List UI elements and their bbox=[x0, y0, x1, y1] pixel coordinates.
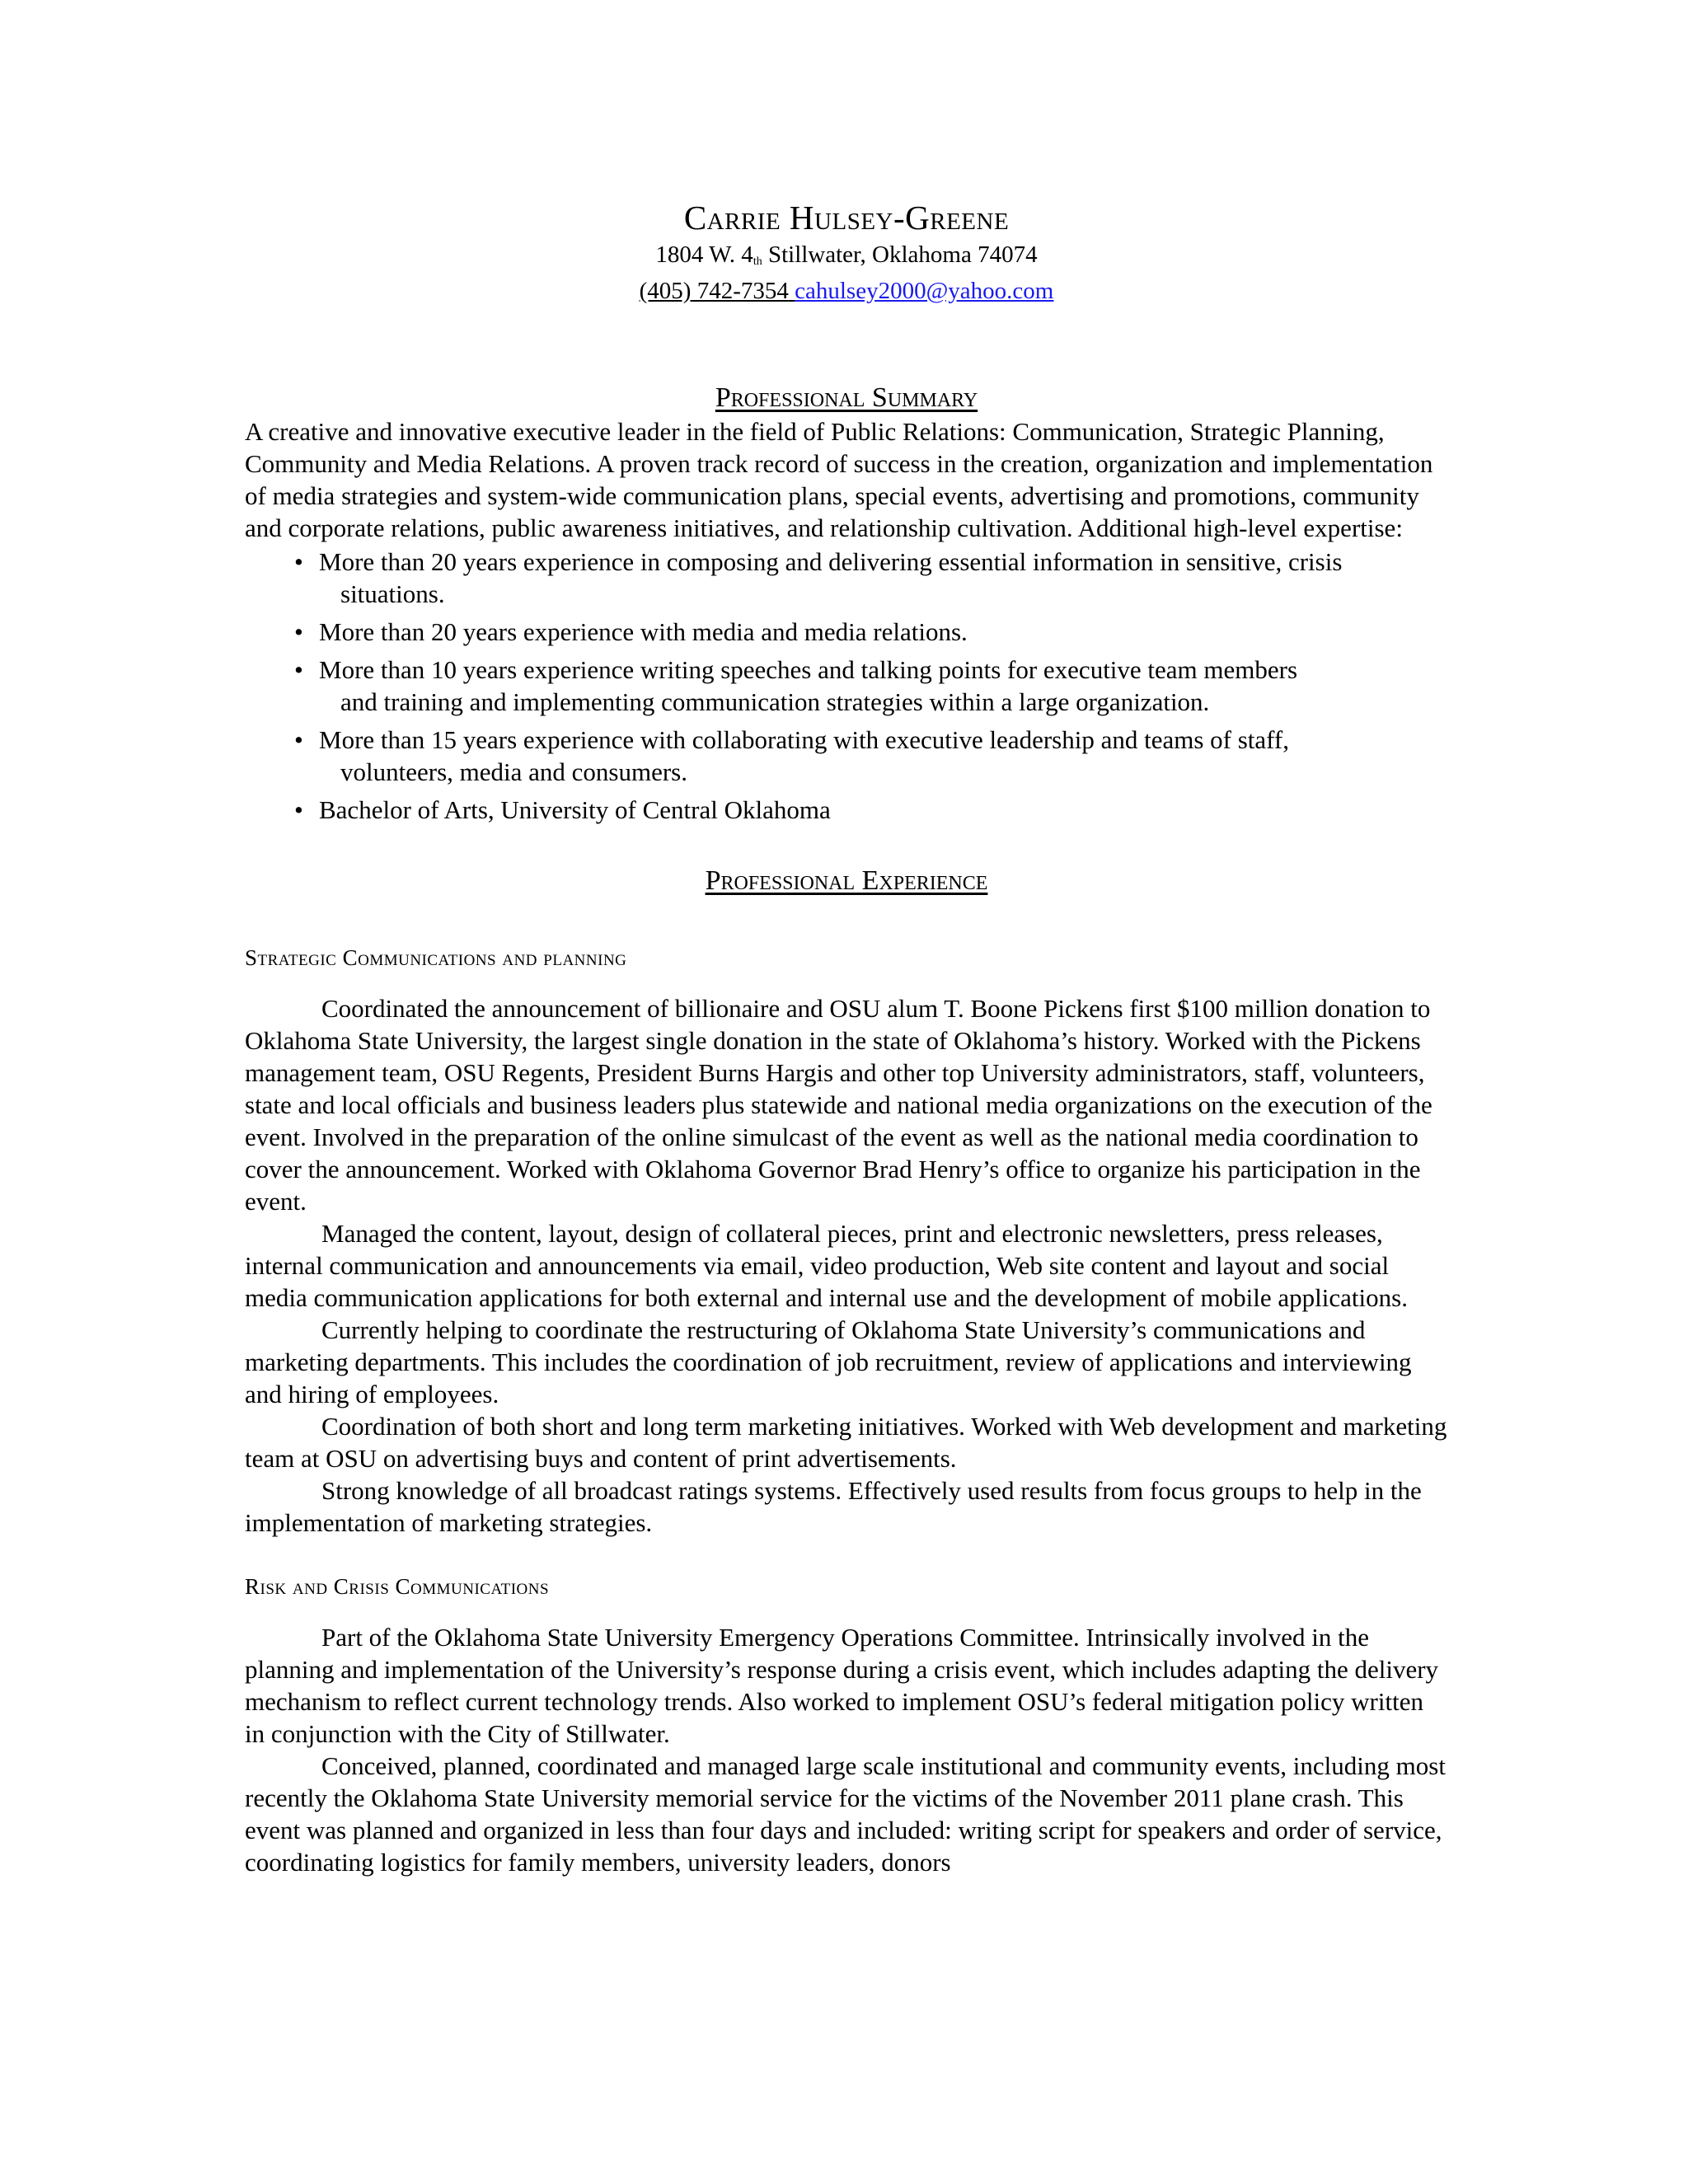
address-ordinal: th bbox=[753, 255, 762, 268]
list-item: • More than 10 years experience writing speeches and talking points for executive team members and training and implementing communication strategies within a large organization. bbox=[294, 655, 1298, 716]
paragraph: Currently helping to coordinate the restructuring of Oklahoma State University’s communications and marketing departments. This includes the coordination of job recruitment, review of applications and interviewing and hiring of employees. bbox=[245, 1315, 1412, 1408]
resume-header bbox=[245, 196, 1448, 307]
section-heading-risk: Risk and Crisis Communications bbox=[245, 1574, 550, 1599]
candidate-name: Carrie Hulsey-Greene bbox=[683, 199, 1010, 237]
strategic-paragraphs bbox=[245, 992, 1448, 1539]
summary-intro: A creative and innovative executive leader in the field of Public Relations: Communication, Strategic Planning, Community and Media Relations. A proven track record of success in the creation, organization and implementation of media strategies and system-wide communication plans, special events, advertising and promotions, community and corporate relations, public awareness initiatives, and relationship cultivation. Additional high-level expertise: bbox=[245, 417, 1433, 542]
bullet-icon: • bbox=[294, 547, 303, 576]
contact-line bbox=[245, 275, 1448, 307]
risk-paragraphs bbox=[245, 1621, 1448, 1878]
address-city: Stillwater, Oklahoma 74074 bbox=[762, 241, 1038, 268]
list-item: • More than 20 years experience in composing and delivering essential information in sensitive, crisis situations. bbox=[294, 547, 1343, 608]
professional-summary-title: Professional Summary bbox=[715, 382, 978, 413]
list-item: • More than 20 years experience with media and media relations. bbox=[294, 617, 968, 646]
bullet-icon: • bbox=[294, 725, 303, 754]
bullet-icon: • bbox=[294, 617, 303, 646]
paragraph: Conceived, planned, coordinated and managed large scale institutional and community events, including most recently the Oklahoma State University memorial service for the victims of the November 2011 plane crash. This event was planned and organized in less than four days and included: writing script for speakers and order of service, coordinating logistics for family members, university leaders, donors bbox=[245, 1751, 1446, 1877]
expertise-list bbox=[245, 546, 1448, 826]
paragraph: Coordinated the announcement of billionaire and OSU alum T. Boone Pickens first $100 million donation to Oklahoma State University, the largest single donation in the state of Oklahoma’s history. Worked with the Pickens management team, OSU Regents, President Burns Hargis and other top University administrators, staff, volunteers, state and local officials and business leaders plus statewide and national media organizations on the execution of the event. Involved in the preparation of the online simulcast of the event as well as the national media coordination to cover the announcement. Worked with Oklahoma Governor Brad Henry’s office to organize his participation in the event. bbox=[245, 994, 1432, 1216]
section-heading-strategic: Strategic Communications and planning bbox=[245, 945, 627, 970]
mailing-address bbox=[245, 239, 1448, 275]
list-item: • Bachelor of Arts, University of Central Oklahoma bbox=[294, 795, 831, 824]
paragraph: Coordination of both short and long term marketing initiatives. Worked with Web development and marketing team at OSU on advertising buys and content of print advertisements. bbox=[245, 1412, 1447, 1473]
bullet-icon: • bbox=[294, 655, 303, 684]
paragraph: Managed the content, layout, design of collateral pieces, print and electronic newsletters, press releases, internal communication and announcements via email, video production, Web site content and layout and social media communication applications for both external and internal use and the development of mobile applications. bbox=[245, 1219, 1408, 1312]
email-link[interactable]: cahulsey2000@yahoo.com bbox=[795, 278, 1054, 304]
resume-page bbox=[245, 196, 1448, 1878]
paragraph: Strong knowledge of all broadcast ratings systems. Effectively used results from focus groups to help in the implementation of marketing strategies. bbox=[245, 1476, 1422, 1537]
bullet-icon: • bbox=[294, 795, 303, 824]
paragraph: Part of the Oklahoma State University Emergency Operations Committee. Intrinsically involved in the planning and implementation of the University’s response during a crisis event, which includes adapting the delivery mechanism to reflect current technology trends. Also worked to implement OSU’s federal mitigation policy written in conjunction with the City of Stillwater. bbox=[245, 1623, 1439, 1748]
address-street: 1804 W. 4 bbox=[655, 241, 753, 268]
phone-number: (405) 742-7354 bbox=[639, 278, 789, 304]
list-item: • More than 15 years experience with collaborating with executive leadership and teams of staff, volunteers, media and consumers. bbox=[294, 725, 1290, 786]
professional-experience-title: Professional Experience bbox=[705, 865, 988, 896]
